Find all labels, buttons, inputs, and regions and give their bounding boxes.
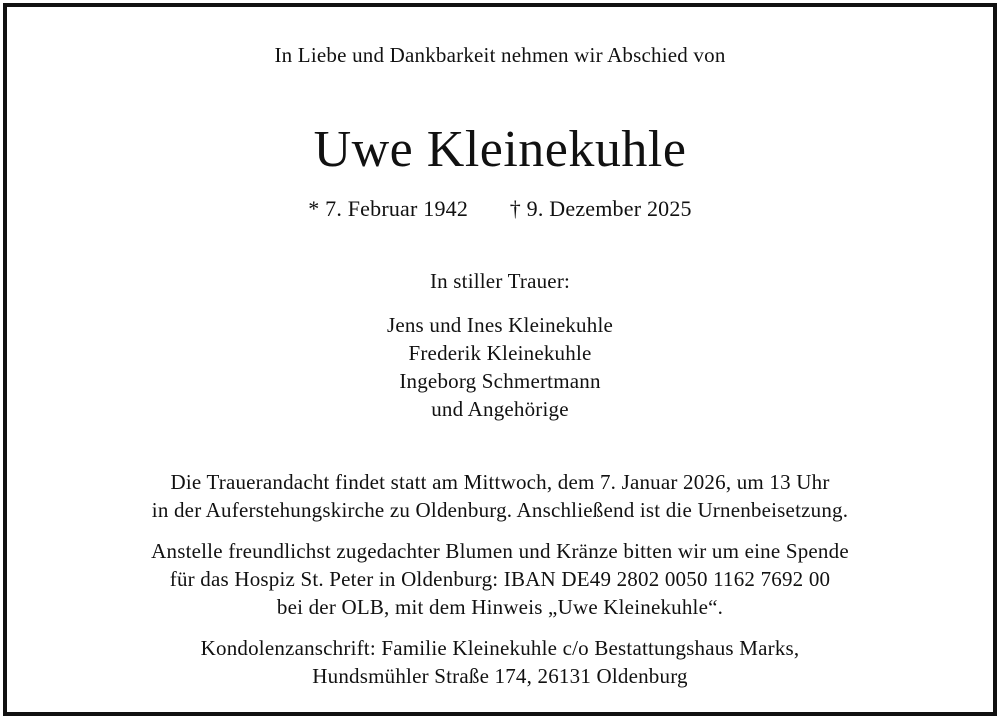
condolence-address-line: Kondolenzanschrift: Familie Kleinekuhle c/o Bestattungshaus Marks,	[200, 636, 800, 660]
birth-date: * 7. Februar 1942	[308, 196, 469, 221]
service-info-line: Die Trauerandacht findet statt am Mittwoch, dem 7. Januar 2026, um 13 Uhr	[170, 470, 830, 494]
mourner-name: und Angehörige	[431, 397, 569, 421]
donation-info-line: Anstelle freundlichst zugedachter Blumen und Kränze bitten wir um eine Spende	[151, 539, 849, 563]
life-dates	[0, 196, 1000, 222]
mourner-name: Frederik Kleinekuhle	[408, 341, 592, 365]
mourning-heading: In stiller Trauer:	[429, 269, 571, 293]
mourner-name: Jens und Ines Kleinekuhle	[386, 313, 614, 337]
mourner-name: Ingeborg Schmertmann	[399, 369, 601, 393]
donation-info-line: für das Hospiz St. Peter in Oldenburg: IBAN DE49 2802 0050 1162 7692 00	[169, 567, 831, 591]
service-info-line: in der Auferstehungskirche zu Oldenburg. Anschließend ist die Urnenbeisetzung.	[151, 498, 849, 522]
deceased-name: Uwe Kleinekuhle	[313, 121, 687, 178]
intro-text: In Liebe und Dankbarkeit nehmen wir Abschied von	[274, 43, 726, 67]
condolence-address-line: Hundsmühler Straße 174, 26131 Oldenburg	[312, 664, 688, 688]
death-date: † 9. Dezember 2025	[509, 196, 692, 221]
donation-info-line: bei der OLB, mit dem Hinweis „Uwe Kleinekuhle“.	[276, 595, 724, 619]
